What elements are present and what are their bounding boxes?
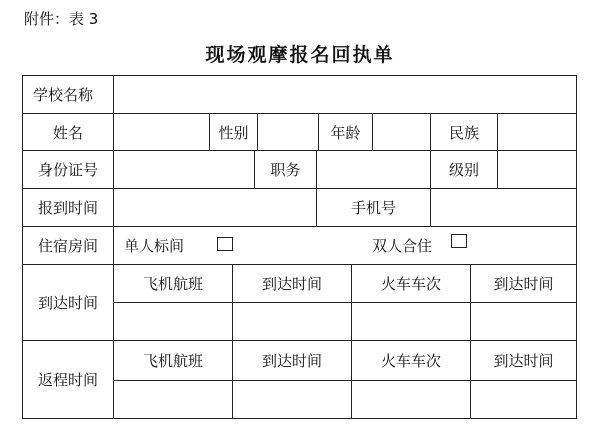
return-flight-time-field[interactable]	[233, 381, 351, 418]
ethnicity-label: 民族	[448, 123, 479, 142]
checkin-time-field[interactable]	[114, 189, 316, 226]
rank-field[interactable]	[498, 151, 576, 188]
arrival-train-field[interactable]	[352, 303, 470, 340]
attachment-label: 附件：表 3	[24, 10, 99, 28]
return-train-header: 火车车次	[380, 352, 441, 370]
age-label: 年龄	[330, 123, 361, 142]
mobile-field[interactable]	[431, 189, 576, 226]
arrival-flight-time-field[interactable]	[233, 303, 351, 340]
return-flight-time-header: 到达时间	[261, 352, 322, 370]
school-name-field[interactable]	[114, 76, 576, 113]
mobile-label: 手机号	[350, 199, 396, 217]
name-label: 姓名	[52, 123, 83, 142]
return-train-time-field[interactable]	[471, 381, 576, 418]
name-field[interactable]	[114, 114, 209, 150]
return-train-field[interactable]	[352, 381, 470, 418]
return-flight-field[interactable]	[114, 381, 232, 418]
single-room-label: 单人标间	[124, 237, 185, 255]
gender-field[interactable]	[258, 114, 318, 150]
arrival-train-time-field[interactable]	[471, 303, 576, 340]
form-title: 现场观摩报名回执单	[205, 44, 395, 66]
id-number-label: 身份证号	[37, 161, 98, 179]
arrival-flight-field[interactable]	[114, 303, 232, 340]
checkin-time-label: 报到时间	[37, 199, 98, 217]
lodging-label: 住宿房间	[37, 237, 98, 255]
gender-label: 性别	[218, 123, 249, 142]
return-flight-header: 飞机航班	[142, 352, 203, 370]
single-room-checkbox[interactable]	[217, 237, 233, 251]
arrival-time-label: 到达时间	[37, 294, 98, 312]
double-room-label: 双人合住	[371, 237, 432, 255]
arrival-train-header: 火车车次	[380, 275, 441, 293]
arrival-train-time-header: 到达时间	[493, 275, 554, 293]
ethnicity-field[interactable]	[498, 114, 576, 150]
double-room-checkbox[interactable]	[451, 234, 467, 248]
position-label: 职务	[270, 161, 301, 179]
id-number-field[interactable]	[114, 151, 254, 188]
age-field[interactable]	[373, 114, 430, 150]
arrival-flight-header: 飞机航班	[142, 275, 203, 293]
return-train-time-header: 到达时间	[493, 352, 554, 370]
arrival-flight-time-header: 到达时间	[261, 275, 322, 293]
position-field[interactable]	[317, 151, 430, 188]
school-name-label: 学校名称	[33, 86, 94, 104]
return-time-label: 返程时间	[37, 371, 98, 389]
rank-label: 级别	[448, 161, 479, 179]
